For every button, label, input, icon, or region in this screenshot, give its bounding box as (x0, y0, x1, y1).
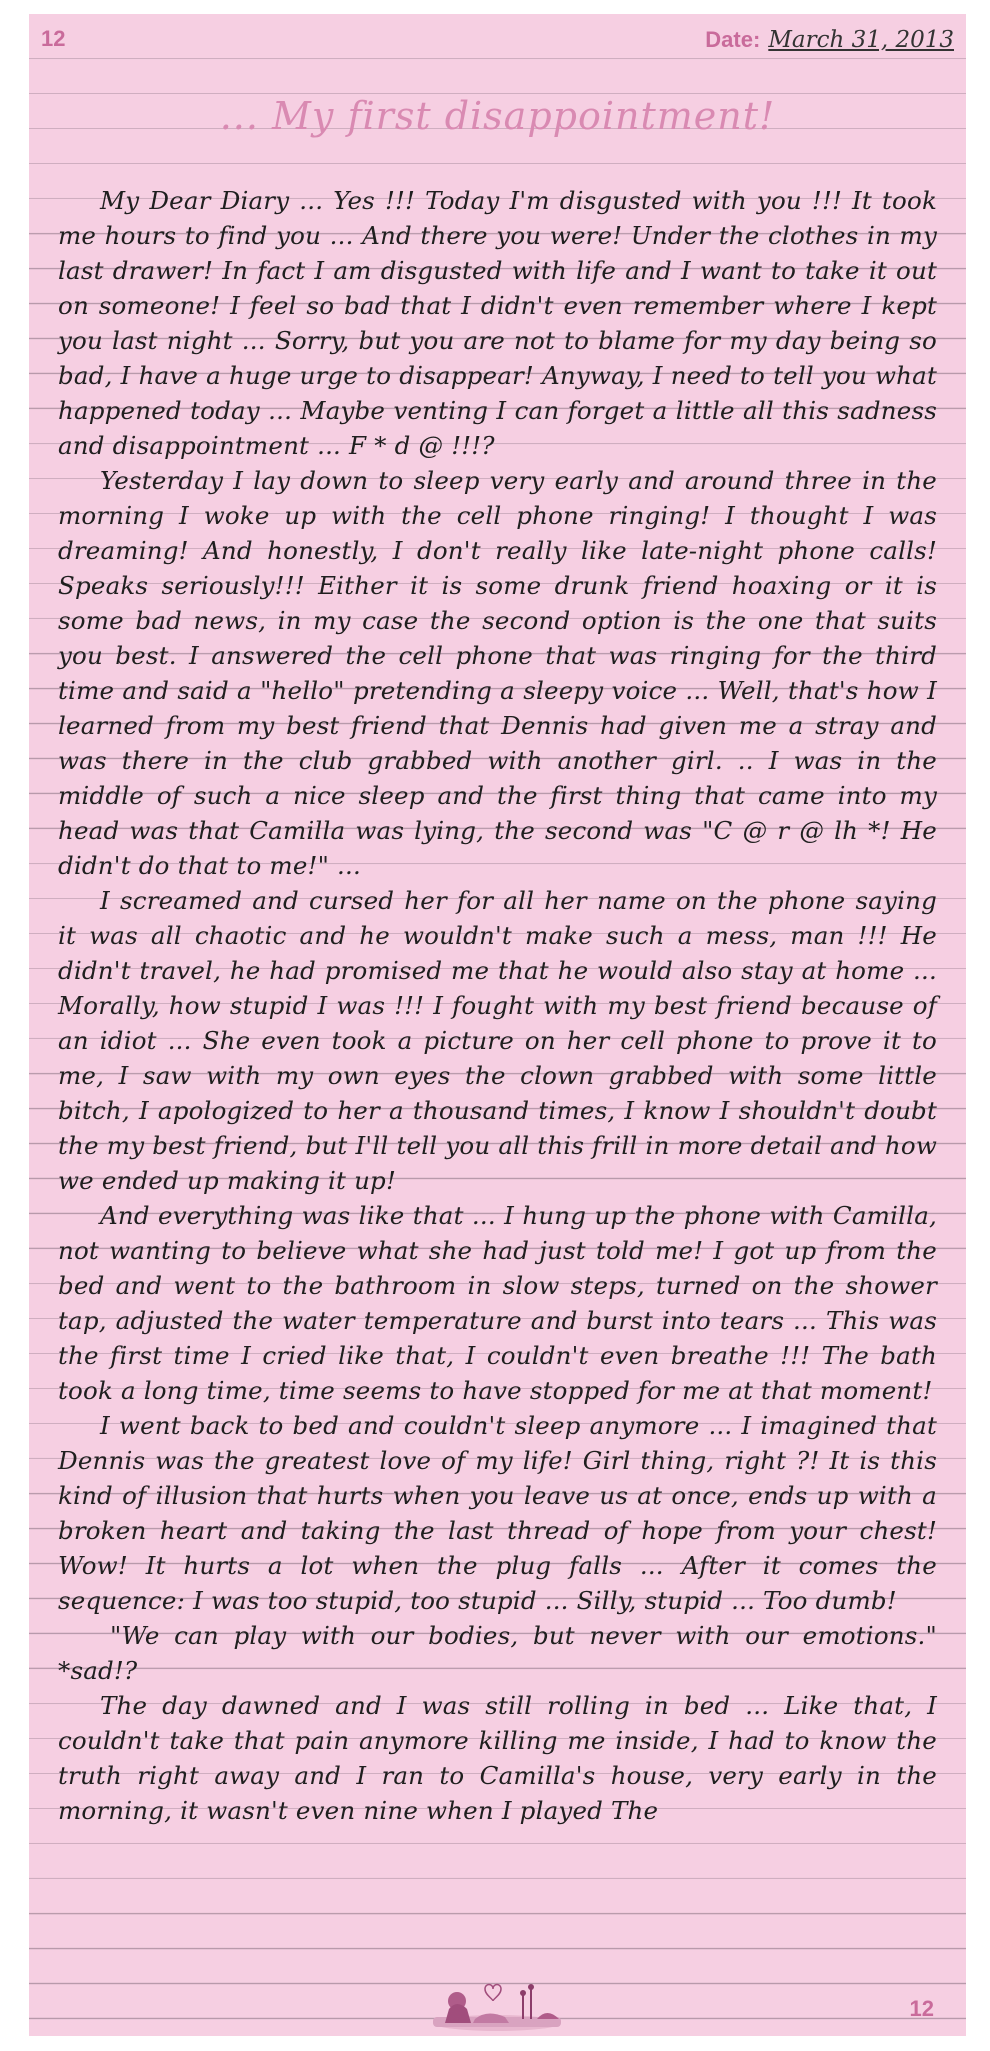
diary-page (29, 14, 966, 2036)
paragraph-2: Yesterday I lay down to sleep very early and around three in the morning I woke up with the cell phone ringing! I thought I was dreaming! And honestly, I don't really like late-night phone calls! Speaks seriously!!! Either it is some drunk friend hoaxing or it is some bad news, in my case the second option is the one that suits you best. I answered the cell phone that was ringing for the third time and said a "hello" pretending a sleepy voice ... Well, that's how I learned from my best friend that Dennis had given me a stray and was there in the club grabbed with another girl. .. I was in the middle of such a nice sleep and the first thing that came into my head was that Camilla was lying, the second was "C @ r @ lh *! He didn't do that to me!" ... (58, 466, 937, 880)
page-title: ... My first disappointment! (219, 94, 776, 138)
page-number-top: 12 (41, 26, 66, 51)
date-line (705, 27, 954, 53)
paragraph-5: I went back to bed and couldn't sleep anymore ... I imagined that Dennis was the greatest love of my life! Girl thing, right ?! It is this kind of illusion that hurts when you leave us at once, ends up with a broken heart and taking the last thread of hope from your chest! Wow! It hurts a lot when the plug falls ... After it comes the sequence: I was too stupid, too stupid ... Silly, stupid ... Too dumb! (58, 1411, 937, 1615)
girl-illustration-icon (427, 1979, 567, 2031)
diary-body (58, 183, 937, 1828)
paragraph-3: I screamed and cursed her for all her name on the phone saying it was all chaotic and he wouldn't make such a mess, man !!! He didn't travel, he had promised me that he would also stay at home ... Morally, how stupid I was !!! I fought with my best friend because of an idiot ... She even took a picture on her cell phone to prove it to me, I saw with my own eyes the clown grabbed with some little bitch, I apologized to her a thousand times, I know I shouldn't doubt the my best friend, but I'll tell you all this frill in more detail and how we ended up making it up! (58, 886, 937, 1195)
date-value: March 31, 2013 (768, 27, 954, 53)
paragraph-4: And everything was like that ... I hung up the phone with Camilla, not wanting to believe what she had just told me! I got up from the bed and went to the bathroom in slow steps, turned on the shower tap, adjusted the water temperature and burst into tears ... This was the first time I cried like that, I couldn't even breathe !!! The bath took a long time, time seems to have stopped for me at that moment! (58, 1201, 937, 1405)
paragraph-1: My Dear Diary ... Yes !!! Today I'm disgusted with you !!! It took me hours to find you ... And there you were! Under the clothes in my last drawer! In fact I am disgusted with life and I want to take it out on someone! I feel so bad that I didn't even remember where I kept you last night ... Sorry, but you are not to blame for my day being so bad, I have a huge urge to disappear! Anyway, I need to tell you what happened today ... Maybe venting I can forget a little all this sadness and disappointment ... F * d @ !!!? (58, 186, 937, 460)
page-number-bottom: 12 (909, 1996, 934, 2021)
paragraph-quote: "We can play with our bodies, but never with our emotions." *sad!? (58, 1621, 937, 1685)
date-label: Date: (705, 27, 761, 52)
paragraph-7: The day dawned and I was still rolling in bed ... Like that, I couldn't take that pain anymore killing me inside, I had to know the truth right away and I ran to Camilla's house, very early in the morning, it wasn't even nine when I played The (58, 1691, 937, 1825)
